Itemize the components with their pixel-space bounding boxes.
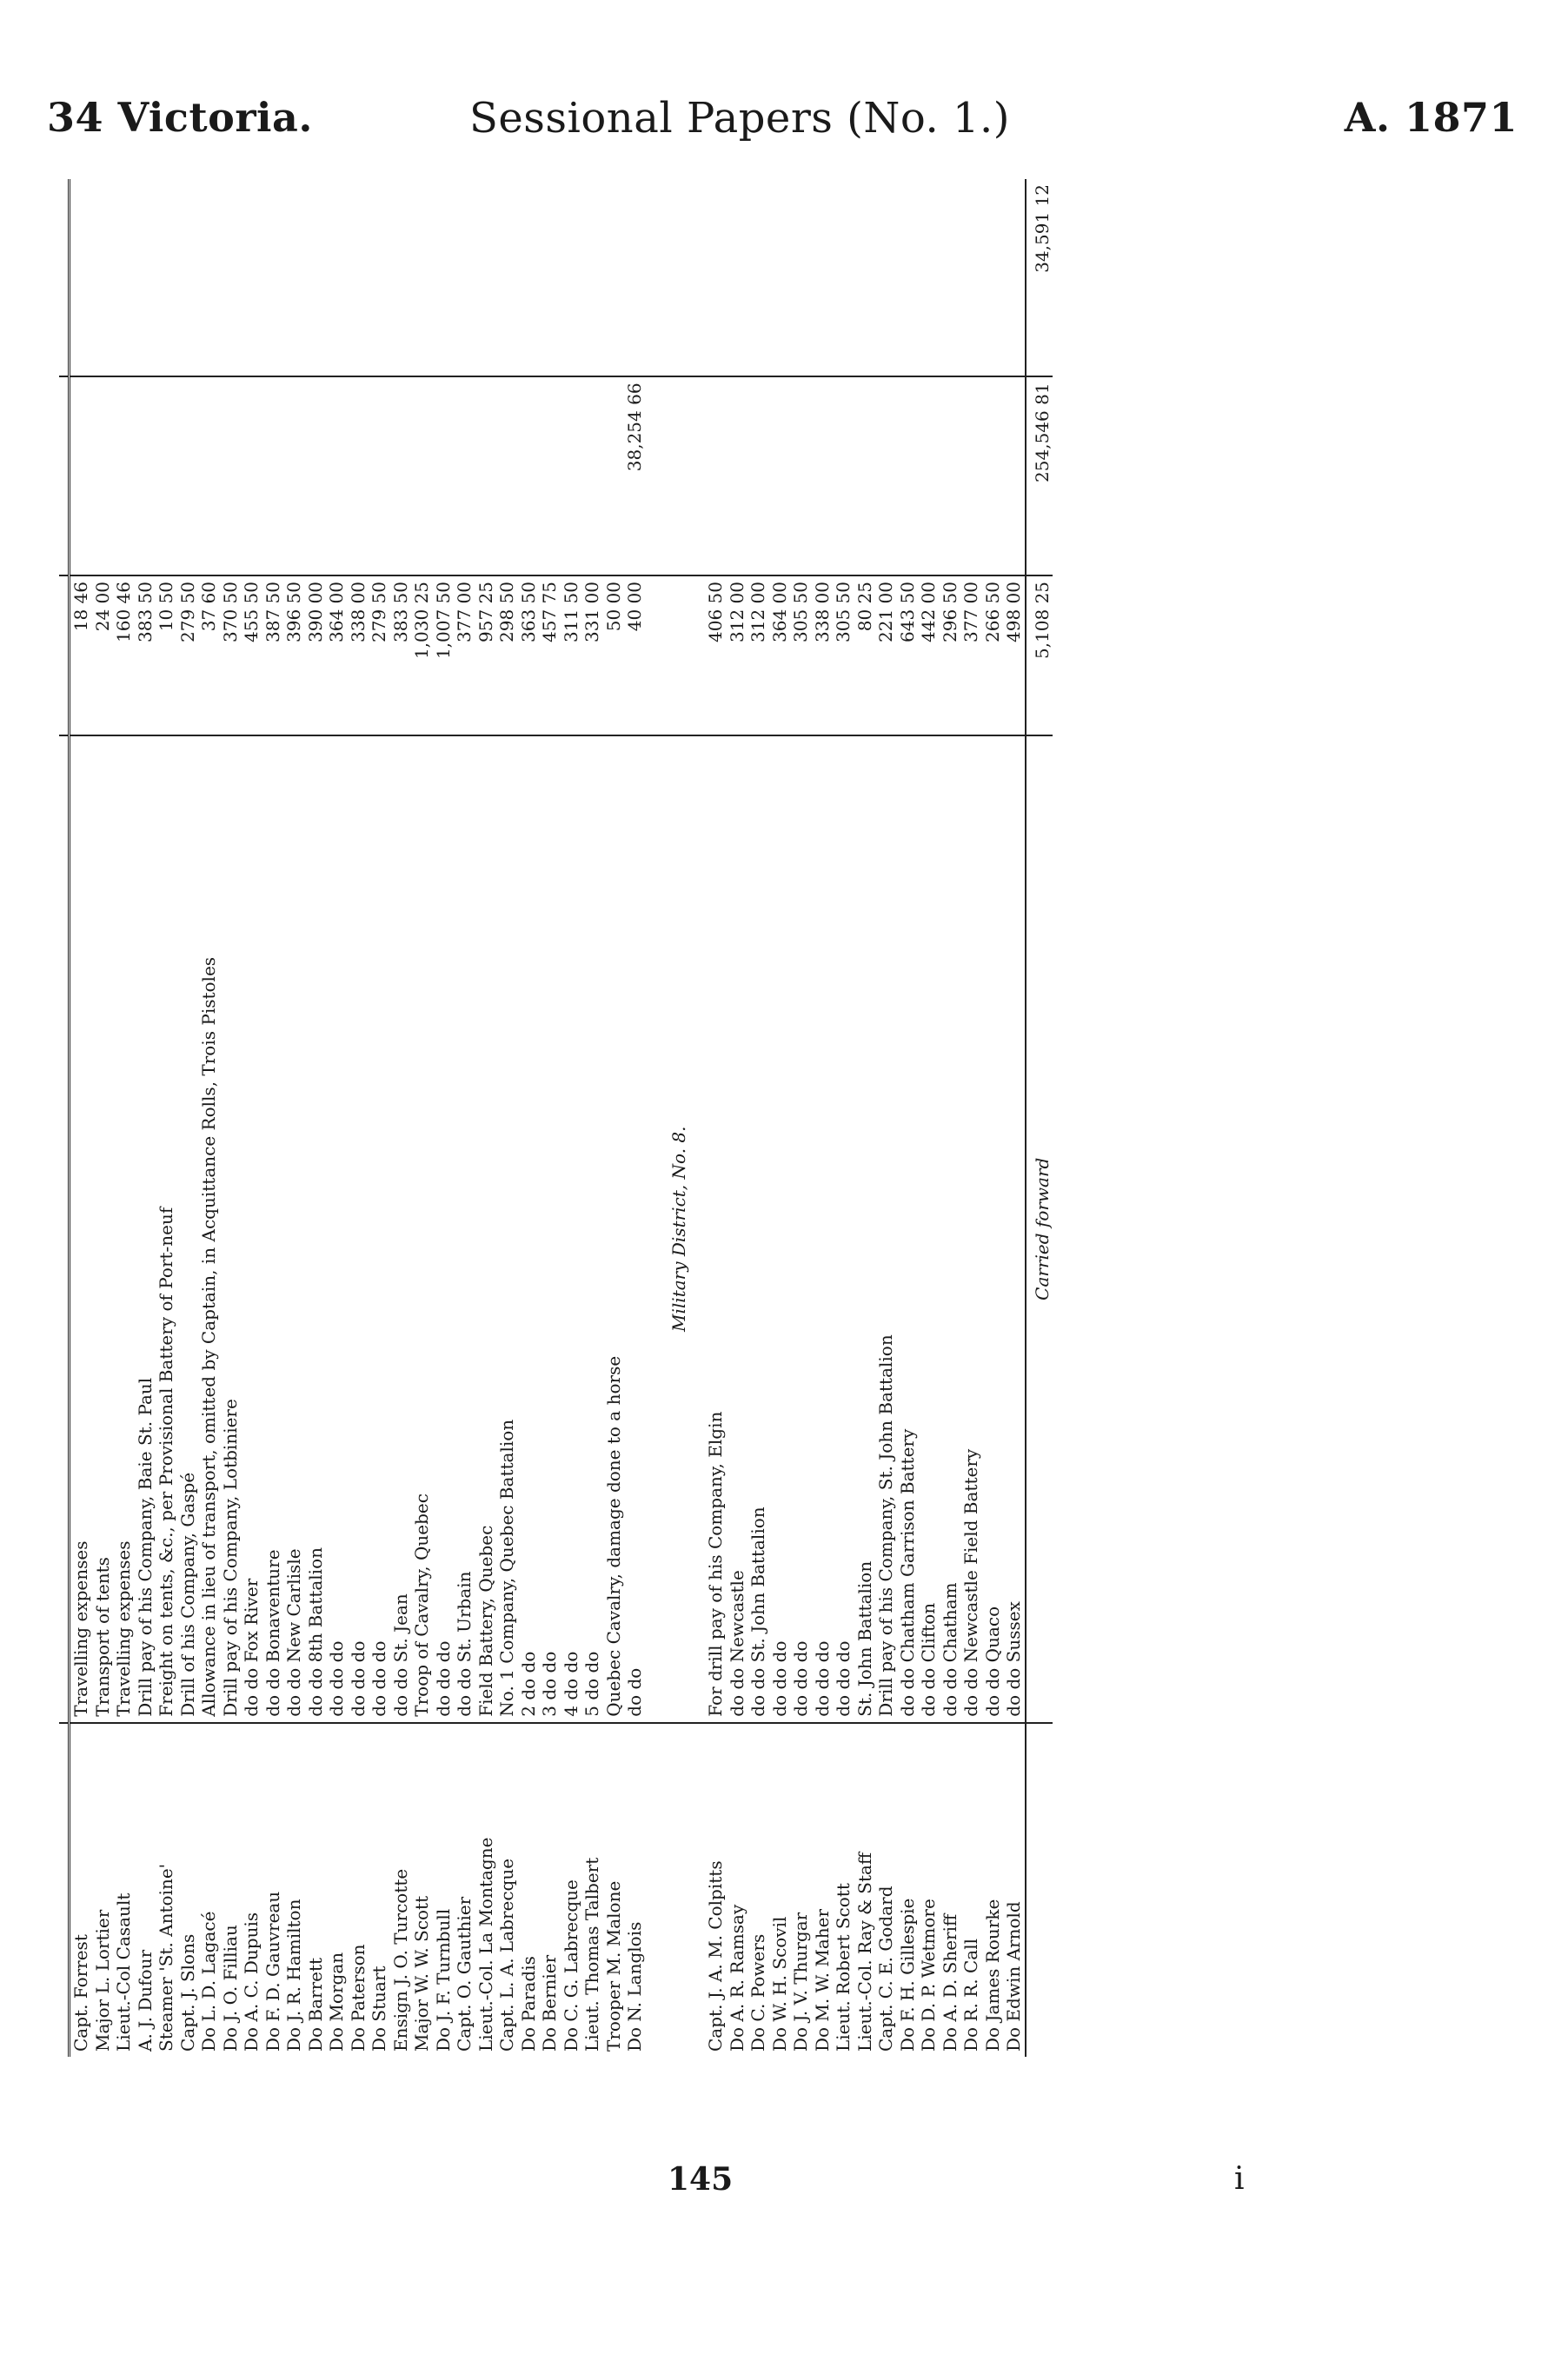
table-row <box>539 179 561 2057</box>
table-row <box>561 179 582 2057</box>
cell-a1: 18 46 <box>70 575 92 735</box>
table-row <box>518 179 540 2057</box>
cell-a1: 305 50 <box>833 575 854 735</box>
cell-desc: Travelling expenses <box>70 1540 91 1717</box>
cell-name: Do L. D. Lagacé <box>198 1723 220 2057</box>
cell-a3 <box>581 179 603 376</box>
cell-desc: Field Battery, Quebec <box>475 1525 496 1717</box>
cell-a3 <box>241 179 262 376</box>
cell-a1: 442 00 <box>918 575 940 735</box>
cell-a2 <box>897 376 919 575</box>
cell-a1: 364 00 <box>769 575 791 735</box>
cell-a2 <box>348 376 369 575</box>
cell-a2 <box>220 376 242 575</box>
cell-desc: do do do <box>432 1640 454 1717</box>
cell-name: Do Morgan <box>326 1723 348 2057</box>
cell-a3 <box>92 179 114 376</box>
cell-name: Do M. W. Maher <box>812 1723 834 2057</box>
cell-a1: 406 50 <box>705 575 727 735</box>
cell-a3 <box>1003 179 1026 376</box>
cell-a1: 40 00 <box>624 575 646 735</box>
cell-desc: do do do <box>768 1640 790 1717</box>
table-row <box>369 179 390 2057</box>
cell-a2 <box>918 376 940 575</box>
cell-a3 <box>940 179 961 376</box>
cell-a3 <box>812 179 834 376</box>
cell-a2 <box>982 376 1004 575</box>
table-row <box>727 179 748 2057</box>
cell-a2 <box>198 376 220 575</box>
cell-desc: do do Fox River <box>241 1578 262 1717</box>
cell-a1: 387 50 <box>262 575 284 735</box>
cell-a2 <box>833 376 854 575</box>
cell-a3 <box>326 179 348 376</box>
cell-a3 <box>262 179 284 376</box>
cell-desc: do do do <box>369 1640 389 1717</box>
cell-name: Do A. D. Sheriff <box>940 1723 961 2057</box>
cell-a2 <box>262 376 284 575</box>
cell-a1: 312 00 <box>727 575 748 735</box>
cell-name: Lieut. Thomas Talbert <box>581 1723 603 2057</box>
cell-desc: do do do <box>347 1640 369 1717</box>
cell-a1: 298 50 <box>496 575 518 735</box>
total-amount-1: 5,108 25 <box>1026 575 1053 735</box>
table-row <box>198 179 220 2057</box>
table-row <box>92 179 114 2057</box>
cell-a2 <box>790 376 812 575</box>
cell-a1: 279 50 <box>369 575 390 735</box>
cell-name: Ensign J. O. Turcotte <box>390 1723 412 2057</box>
cell-a2 <box>390 376 412 575</box>
cell-name: Lieut.-Col. Ray & Staff <box>854 1723 876 2057</box>
cell-desc: Transport of tents <box>91 1557 113 1717</box>
table-row <box>241 179 262 2057</box>
cell-a1: 221 00 <box>875 575 897 735</box>
cell-name: Major W. W. Scott <box>411 1723 433 2057</box>
cell-a2 <box>177 376 199 575</box>
cell-desc: do do do <box>326 1640 347 1717</box>
cell-a2 <box>581 376 603 575</box>
cell-name: Do J. V. Thurgar <box>790 1723 812 2057</box>
cell-name: Capt. O. Gauthier <box>454 1723 475 2057</box>
table-row <box>982 179 1004 2057</box>
header-right: A. 1871 <box>1344 94 1518 141</box>
section-title: Military District, No. 8. <box>668 1126 689 1332</box>
cell-a2 <box>727 376 748 575</box>
table-row <box>220 179 242 2057</box>
cell-a3 <box>854 179 876 376</box>
cell-a3 <box>918 179 940 376</box>
cell-a3 <box>113 179 135 376</box>
table-row <box>305 179 327 2057</box>
cell-name: Do J. O. Filliau <box>220 1723 242 2057</box>
cell-a1: 311 50 <box>561 575 582 735</box>
cell-a1: 370 50 <box>220 575 242 735</box>
cell-name: Do Barrett <box>305 1723 327 2057</box>
district-7-rows <box>70 179 646 2057</box>
cell-a2 <box>960 376 982 575</box>
cell-name: Lieut.-Col Casault <box>113 1723 135 2057</box>
cell-desc: do do New Carlisle <box>283 1548 304 1717</box>
cell-a2 <box>496 376 518 575</box>
table-top-rule <box>59 179 70 2057</box>
cell-a2 <box>875 376 897 575</box>
cell-a3 <box>897 179 919 376</box>
cell-a1: 331 00 <box>581 575 603 735</box>
cell-a1: 1,030 25 <box>411 575 433 735</box>
cell-a2 <box>113 376 135 575</box>
cell-desc: Quebec Cavalry, damage done to a horse <box>602 1355 624 1717</box>
cell-a1: 957 25 <box>475 575 497 735</box>
cell-a3 <box>411 179 433 376</box>
table-row <box>875 179 897 2057</box>
cell-name: Capt. L. A. Labrecque <box>496 1723 518 2057</box>
table-row <box>475 179 497 2057</box>
cell-a3 <box>390 179 412 376</box>
table-row <box>624 179 646 2057</box>
cell-desc: 2 do do <box>517 1651 539 1717</box>
cell-a1: 377 00 <box>454 575 475 735</box>
header-title: Sessional Papers (No. 1.) <box>469 94 1010 143</box>
cell-a1: 457 75 <box>539 575 561 735</box>
cell-a3 <box>454 179 475 376</box>
cell-a2 <box>561 376 582 575</box>
cell-a2: 38,254 66 <box>624 376 646 575</box>
cell-a1: 1,007 50 <box>433 575 455 735</box>
signature-mark: i <box>1234 2161 1245 2197</box>
cell-desc: 5 do do <box>581 1651 602 1717</box>
cell-a2 <box>812 376 834 575</box>
cell-a1: 50 00 <box>603 575 625 735</box>
table-row <box>960 179 982 2057</box>
cell-a3 <box>539 179 561 376</box>
cell-a2 <box>454 376 475 575</box>
cell-name: Do W. H. Scovil <box>769 1723 791 2057</box>
cell-name: Capt. J. Slons <box>177 1723 199 2057</box>
cell-name: Do N. Langlois <box>624 1723 646 2057</box>
cell-a3 <box>561 179 582 376</box>
cell-name: Do A. R. Ramsay <box>727 1723 748 2057</box>
cell-desc: Drill pay of his Company, St. John Battalion <box>875 1334 896 1717</box>
table-row <box>769 179 791 2057</box>
cell-a3 <box>283 179 305 376</box>
table-row <box>135 179 156 2057</box>
table-row <box>833 179 854 2057</box>
cell-desc: No. 1 Company, Quebec Battalion <box>496 1419 517 1717</box>
cell-name: Do James Rourke <box>982 1723 1004 2057</box>
cell-a3 <box>982 179 1004 376</box>
cell-a3 <box>369 179 390 376</box>
page-number: 145 <box>668 2161 734 2198</box>
table-row <box>1003 179 1026 2057</box>
cell-a1: 279 50 <box>177 575 199 735</box>
table-row <box>262 179 284 2057</box>
total-amount-3: 34,591 12 <box>1026 179 1053 376</box>
cell-a2 <box>940 376 961 575</box>
cell-a3 <box>624 179 646 376</box>
cell-a3 <box>177 179 199 376</box>
cell-a2 <box>747 376 769 575</box>
cell-desc: do do do <box>790 1640 811 1717</box>
table-row <box>812 179 834 2057</box>
cell-a2 <box>603 376 625 575</box>
cell-a1: 10 50 <box>156 575 177 735</box>
cell-a2 <box>283 376 305 575</box>
cell-a2 <box>156 376 177 575</box>
cell-a3 <box>960 179 982 376</box>
cell-a3 <box>727 179 748 376</box>
cell-desc: Allowance in lieu of transport, omitted by Captain, in Acquittance Rolls, Trois Pistoles <box>198 956 219 1717</box>
cell-desc: 3 do do <box>539 1651 560 1717</box>
cell-desc: do do Chatham <box>939 1582 960 1717</box>
cell-a2 <box>70 376 92 575</box>
cell-desc: do do St. Urbain <box>454 1571 475 1717</box>
cell-a2 <box>369 376 390 575</box>
cell-a2 <box>433 376 455 575</box>
cell-name: Do Bernier <box>539 1723 561 2057</box>
cell-name: Major L. Lortier <box>92 1723 114 2057</box>
table-row <box>581 179 603 2057</box>
cell-a1: 390 00 <box>305 575 327 735</box>
cell-a1: 266 50 <box>982 575 1004 735</box>
cell-a3 <box>433 179 455 376</box>
cell-a2 <box>411 376 433 575</box>
cell-desc: Drill of his Company, Gaspé <box>176 1472 198 1717</box>
table-row <box>790 179 812 2057</box>
cell-name: Do J. F. Turnbull <box>433 1723 455 2057</box>
cell-desc: Troop of Cavalry, Quebec <box>411 1493 432 1717</box>
cell-a1: 338 00 <box>348 575 369 735</box>
cell-desc: do do do <box>833 1640 854 1717</box>
cell-name: A. J. Dufour <box>135 1723 156 2057</box>
cell-a2 <box>475 376 497 575</box>
cell-a1: 37 60 <box>198 575 220 735</box>
cell-a2 <box>518 376 540 575</box>
cell-a1: 338 00 <box>812 575 834 735</box>
rotated-ledger <box>59 179 1363 2057</box>
section-heading-row <box>646 179 706 2057</box>
cell-desc: do do <box>624 1667 645 1717</box>
cell-a3 <box>305 179 327 376</box>
cell-a2 <box>539 376 561 575</box>
total-amount-2: 254,546 81 <box>1026 376 1053 575</box>
cell-a2 <box>305 376 327 575</box>
table-row <box>113 179 135 2057</box>
cell-name: Lieut.-Col. La Montagne <box>475 1723 497 2057</box>
cell-a3 <box>496 179 518 376</box>
cell-a3 <box>790 179 812 376</box>
cell-desc: For drill pay of his Company, Elgin <box>705 1411 726 1717</box>
cell-a3 <box>875 179 897 376</box>
cell-name: Do Paterson <box>348 1723 369 2057</box>
cell-a3 <box>475 179 497 376</box>
cell-desc: St. John Battalion <box>854 1560 875 1717</box>
cell-desc: do do Clifton <box>918 1602 939 1717</box>
cell-a1: 643 50 <box>897 575 919 735</box>
cell-a3 <box>70 179 92 376</box>
cell-name: Do D. P. Wetmore <box>918 1723 940 2057</box>
table-row <box>326 179 348 2057</box>
carried-forward-label: Carried forward <box>1026 735 1053 1723</box>
cell-a3 <box>518 179 540 376</box>
cell-a3 <box>747 179 769 376</box>
cell-a1: 383 50 <box>135 575 156 735</box>
table-row <box>411 179 433 2057</box>
cell-name: Steamer 'St. Antoine' <box>156 1723 177 2057</box>
cell-name: Do Paradis <box>518 1723 540 2057</box>
table-row <box>940 179 961 2057</box>
cell-desc: do do Bonaventure <box>262 1549 283 1717</box>
table-row <box>603 179 625 2057</box>
cell-name: Do Stuart <box>369 1723 390 2057</box>
cell-a1: 364 00 <box>326 575 348 735</box>
cell-name: Do F. H. Gillespie <box>897 1723 919 2057</box>
cell-desc: do do St. John Battalion <box>747 1507 768 1717</box>
cell-name: Do Edwin Arnold <box>1003 1723 1026 2057</box>
cell-name: Do A. C. Dupuis <box>241 1723 262 2057</box>
table-row <box>747 179 769 2057</box>
cell-a2 <box>326 376 348 575</box>
table-row <box>897 179 919 2057</box>
table-row <box>156 179 177 2057</box>
cell-name: Do C. Powers <box>747 1723 769 2057</box>
cell-a2 <box>705 376 727 575</box>
cell-a2 <box>769 376 791 575</box>
cell-a3 <box>220 179 242 376</box>
table-row <box>454 179 475 2057</box>
table-row <box>177 179 199 2057</box>
cell-desc: do do Newcastle Field Battery <box>960 1448 981 1717</box>
table-row <box>390 179 412 2057</box>
table-row <box>348 179 369 2057</box>
cell-desc: do do St. Jean <box>389 1593 411 1717</box>
cell-a2 <box>92 376 114 575</box>
cell-desc: 4 do do <box>560 1651 581 1717</box>
cell-a1: 377 00 <box>960 575 982 735</box>
cell-name: Capt. J. A. M. Colpitts <box>705 1723 727 2057</box>
cell-name: Do R. R. Call <box>960 1723 982 2057</box>
cell-name: Trooper M. Malone <box>603 1723 625 2057</box>
cell-name: Do J. R. Hamilton <box>283 1723 305 2057</box>
table-row <box>70 179 92 2057</box>
table-row <box>705 179 727 2057</box>
cell-a1: 296 50 <box>940 575 961 735</box>
table-row <box>496 179 518 2057</box>
cell-desc: do do 8th Battalion <box>304 1547 326 1717</box>
cell-desc: do do Newcastle <box>726 1570 747 1717</box>
cell-a3 <box>833 179 854 376</box>
cell-desc: Drill pay of his Company, Baie St. Paul <box>134 1377 156 1717</box>
cell-a1: 312 00 <box>747 575 769 735</box>
table-row <box>433 179 455 2057</box>
carried-forward-row <box>1026 179 1053 2057</box>
cell-desc: do do do <box>811 1640 833 1717</box>
table-row <box>283 179 305 2057</box>
cell-desc: do do Sussex <box>1003 1601 1024 1717</box>
cell-a2 <box>1003 376 1026 575</box>
cell-desc: Travelling expenses <box>113 1540 134 1717</box>
header-left: 34 Victoria. <box>47 94 313 141</box>
cell-a1: 498 00 <box>1003 575 1026 735</box>
cell-desc: do do Quaco <box>981 1606 1003 1717</box>
cell-desc: Freight on tents, &c., per Provisional Battery of Port-neuf <box>156 1207 176 1717</box>
cell-a3 <box>705 179 727 376</box>
cell-a3 <box>156 179 177 376</box>
cell-name: Capt. Forrest <box>70 1723 92 2057</box>
cell-a3 <box>769 179 791 376</box>
cell-name: Do F. D. Gauvreau <box>262 1723 284 2057</box>
cell-a1: 24 00 <box>92 575 114 735</box>
cell-a3 <box>198 179 220 376</box>
accounts-table <box>59 179 1053 2057</box>
cell-a3 <box>135 179 156 376</box>
table-row <box>854 179 876 2057</box>
cell-a1: 160 46 <box>113 575 135 735</box>
cell-a1: 80 25 <box>854 575 876 735</box>
cell-desc: do do Chatham Garrison Battery <box>896 1428 918 1717</box>
district-8-rows <box>705 179 1026 2057</box>
cell-a2 <box>241 376 262 575</box>
cell-a1: 383 50 <box>390 575 412 735</box>
cell-name: Capt. C. E. Godard <box>875 1723 897 2057</box>
cell-a1: 455 50 <box>241 575 262 735</box>
cell-a3 <box>603 179 625 376</box>
cell-name: Do C. G. Labrecque <box>561 1723 582 2057</box>
cell-name: Lieut. Robert Scott <box>833 1723 854 2057</box>
cell-a3 <box>348 179 369 376</box>
cell-desc: Drill pay of his Company, Lotbiniere <box>219 1399 241 1717</box>
table-row <box>918 179 940 2057</box>
cell-a1: 305 50 <box>790 575 812 735</box>
cell-a1: 363 50 <box>518 575 540 735</box>
cell-a2 <box>854 376 876 575</box>
cell-a1: 396 50 <box>283 575 305 735</box>
cell-a2 <box>135 376 156 575</box>
